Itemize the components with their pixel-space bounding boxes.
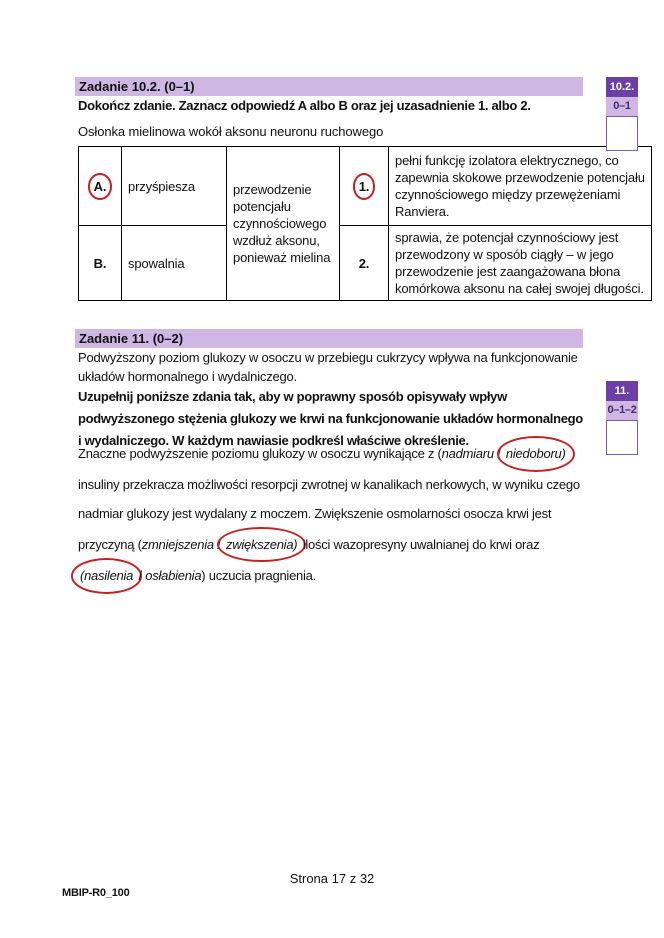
command-line: i wydalniczego. W każdym nawiasie podkreśl właściwe określenie. — [78, 433, 469, 448]
fill-line — [78, 438, 580, 470]
circled-justification-number: 1. — [353, 173, 376, 200]
command-line: podwyższonego stężenia glukozy we krwi na funkcjonowanie układów hormonalnego — [78, 411, 583, 426]
task-10-2-title: Zadanie 10.2. (0–1) — [79, 79, 195, 94]
answer-letter: B. — [93, 255, 107, 271]
score-badge-10-2 — [606, 77, 638, 151]
text-segment: przyczyną ( — [78, 536, 142, 552]
text-segment: / — [493, 446, 504, 461]
answer-option-cell: spowalnia — [122, 226, 227, 301]
justification-number: 2. — [358, 255, 370, 271]
score-badge-11 — [606, 381, 638, 455]
answer-table — [78, 146, 652, 301]
text-segment: ilości wazopresyny uwalnianej do krwi oraz — [299, 536, 540, 552]
circled-answer-word: (nasilenia — [71, 558, 142, 594]
task-11-fill-paragraph — [78, 438, 580, 592]
text-segment: ) uczucia pragnienia. — [201, 568, 317, 583]
command-line: Uzupełnij poniższe zdania tak, aby w poprawny sposób opisywały wpływ — [78, 389, 507, 404]
text-segment: osłabienia — [145, 568, 202, 583]
justification-number-cell — [340, 226, 389, 301]
justification-number-cell — [340, 147, 389, 226]
score-entry-box — [606, 116, 638, 151]
text-segment: nadmiar glukozy jest wydalany z moczem. Zwiększenie osmolarności osocza krwi jest — [78, 506, 552, 521]
score-badge-points-range: 0–1 — [606, 97, 638, 116]
score-badge-points-range: 0–1–2 — [606, 401, 638, 420]
score-entry-box — [606, 420, 638, 455]
score-badge-task-number: 11. — [606, 381, 638, 401]
text-segment: zmniejszenia — [141, 536, 214, 552]
circled-answer-word: zwiększenia) — [217, 527, 306, 563]
page-number: Strona 17 z 32 — [289, 871, 375, 886]
answer-letter-cell — [79, 147, 122, 226]
task-11-title: Zadanie 11. (0–2) — [79, 331, 184, 346]
task-11-intro — [78, 348, 578, 386]
score-badge-task-number: 10.2. — [606, 77, 638, 97]
shared-clause-cell: przewodzenie potencjału czynnościowego wzdłuż aksonu, ponieważ mielina — [227, 147, 340, 301]
answer-option-cell: przyśpiesza — [122, 147, 227, 226]
task-10-2-stem: Osłonka mielinowa wokół aksonu neuronu ruchowego — [78, 124, 384, 139]
justification-text-cell: pełni funkcję izolatora elektrycznego, co zapewnia skokowe przewodzenie potencjału czynnościowego między przewężeniami Ranviera. — [389, 147, 652, 226]
fill-line — [78, 560, 580, 592]
fill-line — [78, 470, 580, 500]
circled-answer-word: niedoboru) — [497, 436, 575, 472]
justification-text-cell: sprawia, że potencjał czynnościowy jest przewodzony w sposób ciągły – w jego przewodzenie jest zaangażowana błona komórkowa aksonu na całej swojej długości. — [389, 226, 652, 301]
text-segment: insuliny przekracza możliwości resorpcji zwrotnej w kanalikach nerkowych, w wyniku czego — [78, 476, 580, 492]
table-row — [79, 147, 652, 226]
circled-answer-letter: A. — [88, 173, 113, 200]
text-segment: Znaczne podwyższenie poziomu glukozy w osoczu wynikające z ( — [78, 446, 442, 461]
text-segment: / — [213, 536, 224, 552]
exam-sheet-code: MBIP-R0_100 — [62, 887, 130, 899]
intro-line: Podwyższony poziom glukozy w osoczu w przebiegu cukrzycy wpływa na funkcjonowanie — [78, 350, 578, 365]
text-segment: / — [135, 568, 146, 583]
fill-line — [78, 529, 580, 561]
task-10-2-header-bar — [75, 77, 583, 96]
text-segment: nadmiaru — [441, 446, 494, 461]
answer-letter-cell — [79, 226, 122, 301]
intro-line: układów hormonalnego i wydalniczego. — [78, 369, 297, 384]
table-row — [79, 226, 652, 301]
task-11-header-bar — [75, 329, 583, 348]
fill-line — [78, 499, 580, 529]
task-10-2-instruction: Dokończ zdanie. Zaznacz odpowiedź A albo B oraz jej uzasadnienie 1. albo 2. — [78, 98, 531, 113]
